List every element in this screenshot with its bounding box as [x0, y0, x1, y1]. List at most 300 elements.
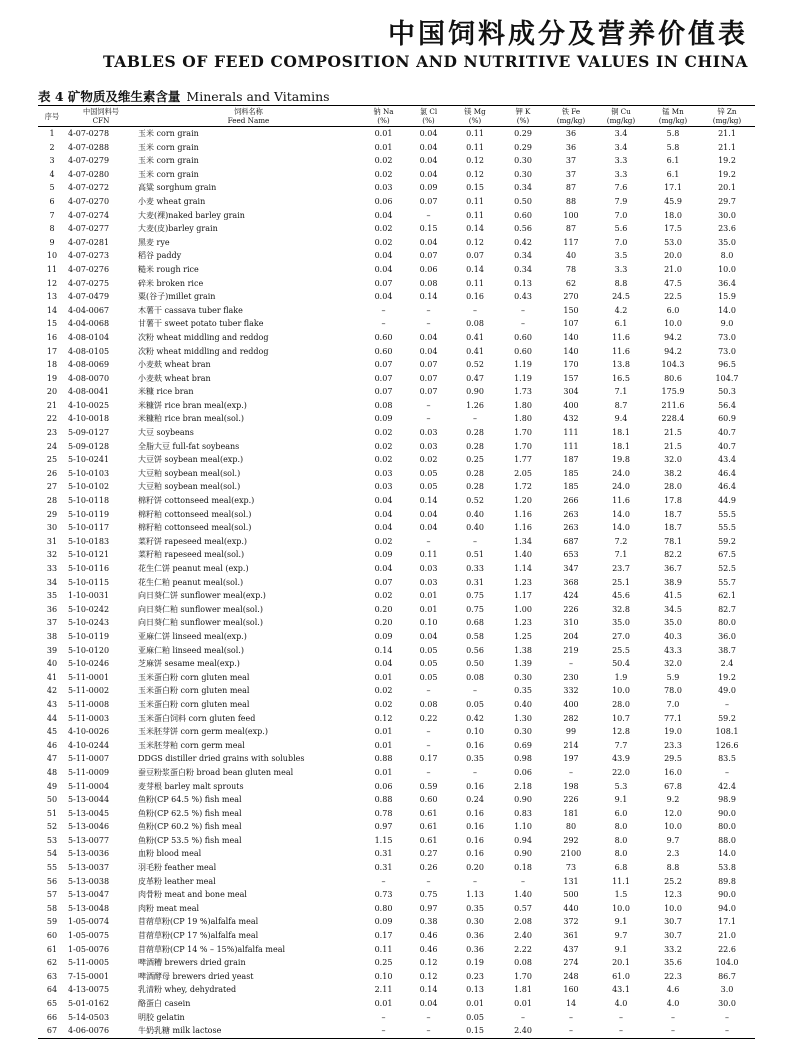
na-value: 0.11: [374, 944, 393, 954]
feed-name: 碎米 broken rice: [138, 278, 204, 288]
cu-value: 3.4: [614, 142, 628, 152]
cl-value: 0.07: [419, 360, 438, 370]
fe-value: 107: [563, 319, 579, 329]
zn-value: 36.4: [718, 278, 736, 288]
mg-value: 0.40: [466, 509, 484, 519]
k-value: 0.34: [514, 264, 532, 274]
zn-value: 29.7: [718, 196, 736, 206]
cl-value: –: [426, 727, 431, 737]
cfn-code: 5-10-0119: [68, 509, 110, 519]
fe-value: 87: [565, 224, 577, 234]
column-header-en: CFN: [92, 116, 110, 125]
mg-value: –: [473, 767, 477, 777]
column-header-en: (mg/kg): [606, 116, 636, 125]
zn-value: 86.7: [718, 971, 736, 981]
feed-name: 米糠 rice bran: [138, 387, 194, 397]
na-value: 0.80: [374, 903, 393, 913]
page-title-cn: 中国饲料成分及营养价值表: [388, 19, 748, 50]
cu-value: 20.1: [612, 958, 630, 968]
mg-value: 0.28: [466, 428, 484, 438]
cl-value: 0.04: [419, 129, 438, 138]
na-value: 0.02: [374, 224, 393, 234]
k-value: 1.23: [514, 577, 532, 587]
cl-value: 0.04: [419, 509, 438, 519]
cfn-code: 4-07-0275: [68, 278, 110, 288]
column-header: [361, 106, 406, 127]
mg-value: 0.40: [466, 523, 484, 533]
cl-value: 0.17: [419, 754, 438, 764]
fe-value: 160: [563, 985, 579, 995]
fe-value: 131: [563, 876, 579, 886]
mn-value: 32.0: [664, 659, 682, 669]
fe-value: 185: [563, 482, 579, 492]
mg-value: –: [473, 414, 477, 424]
fe-value: 157: [563, 373, 579, 383]
table-row: [38, 412, 755, 426]
feed-name: 玉米胚芽饼 corn germ meal(exp.): [138, 727, 268, 737]
k-value: 0.83: [514, 808, 532, 818]
na-value: 0.04: [374, 210, 393, 220]
cu-value: 5.6: [614, 224, 628, 234]
fe-value: 140: [563, 346, 579, 356]
column-header-en: (%): [516, 116, 530, 125]
table-row: [38, 671, 755, 685]
row-number: 51: [46, 808, 58, 818]
row-number: 20: [46, 387, 58, 397]
k-value: 0.94: [514, 835, 532, 845]
na-value: 0.09: [374, 414, 393, 424]
mn-value: 30.7: [664, 917, 682, 927]
na-value: 0.31: [374, 863, 393, 873]
na-value: 0.03: [374, 183, 393, 193]
mg-value: –: [473, 305, 477, 315]
cl-value: –: [426, 1012, 431, 1022]
na-value: 0.07: [374, 387, 393, 397]
table-row: [38, 494, 755, 508]
feed-name: 米糠饼 rice bran meal(exp.): [138, 400, 247, 410]
k-value: 1.34: [514, 536, 532, 546]
feed-name: 玉米蛋白粉 corn gluten meal: [138, 699, 250, 709]
cu-value: 7.0: [614, 210, 628, 220]
fe-value: 440: [563, 903, 579, 913]
cl-value: 0.14: [419, 292, 438, 302]
table-row: [38, 154, 755, 168]
mg-value: 1.26: [466, 400, 484, 410]
cu-value: 7.6: [614, 183, 628, 193]
mn-value: 18.7: [664, 509, 682, 519]
cfn-code: 4-07-0272: [68, 183, 110, 193]
table-row: [38, 725, 755, 739]
cl-value: 0.61: [419, 808, 438, 818]
cfn-code: 5-10-0118: [68, 496, 110, 506]
cu-value: 14.0: [612, 523, 630, 533]
cu-value: 3.3: [614, 169, 628, 179]
table-row: [38, 834, 755, 848]
feed-name: 菜籽饼 rapeseed meal(exp.): [138, 536, 248, 546]
na-value: 0.02: [374, 441, 393, 451]
k-value: 1.73: [514, 387, 532, 397]
column-header: [406, 106, 451, 127]
na-value: 0.02: [374, 237, 393, 247]
cu-value: 8.0: [614, 822, 628, 832]
fe-value: –: [569, 1012, 573, 1022]
column-header: [499, 106, 547, 127]
cl-value: 0.15: [419, 224, 438, 234]
column-header: [647, 106, 699, 127]
zn-value: 15.9: [718, 292, 736, 302]
cu-value: 1.5: [614, 890, 628, 900]
feed-name: 啤酒糟 brewers dried grain: [138, 958, 246, 968]
zn-value: 42.4: [718, 781, 736, 791]
mn-value: 34.5: [664, 604, 682, 614]
cu-value: 9.4: [614, 414, 628, 424]
cl-value: –: [426, 686, 431, 696]
k-value: 1.70: [514, 971, 532, 981]
mg-value: 0.05: [466, 699, 484, 709]
mn-value: 10.0: [664, 319, 682, 329]
feed-name: 玉米胚芽粕 corn germ meal: [138, 740, 245, 750]
fe-value: 274: [563, 958, 579, 968]
row-number: 64: [46, 985, 58, 995]
table-row: [38, 684, 755, 698]
mn-value: 7.0: [666, 699, 680, 709]
cu-value: 6.8: [614, 863, 628, 873]
mg-value: 0.10: [466, 727, 484, 737]
zn-value: 73.0: [718, 346, 736, 356]
fe-value: 226: [563, 795, 579, 805]
mg-value: 0.56: [466, 645, 484, 655]
cfn-code: 5-13-0046: [68, 822, 110, 832]
cfn-code: 5-10-0116: [68, 564, 110, 573]
na-value: 0.04: [374, 251, 393, 261]
feed-name: 牛奶乳糖 milk lactose: [136, 1024, 361, 1038]
k-value: 1.70: [514, 428, 532, 438]
mg-value: 0.15: [466, 183, 484, 193]
mn-value: 104.3: [661, 360, 685, 370]
table-row: [38, 236, 755, 250]
feed-name: 鱼粉(CP 53.5 %) fish meal: [138, 835, 242, 845]
mn-value: 5.9: [666, 672, 680, 682]
table-row: [38, 372, 755, 386]
cl-value: 0.05: [419, 468, 438, 478]
cfn-code: 5-13-0045: [68, 808, 110, 818]
cfn-code: 4-10-0018: [68, 414, 110, 424]
mg-value: 0.05: [466, 1012, 484, 1022]
zn-value: 40.7: [718, 428, 736, 438]
cl-value: –: [426, 319, 431, 329]
na-value: 0.01: [374, 999, 393, 1008]
zn-value: 55.7: [718, 577, 736, 587]
row-number: 53: [46, 835, 58, 845]
cl-value: –: [426, 210, 431, 220]
na-value: 0.07: [374, 373, 393, 383]
feed-composition-table: [38, 105, 755, 1039]
cl-value: 0.60: [419, 795, 438, 805]
column-header-en: (%): [422, 116, 435, 125]
cfn-code: 4-07-0276: [68, 264, 110, 274]
k-value: 0.90: [514, 849, 532, 859]
feed-name: 大麦(裸)naked barley grain: [138, 210, 245, 220]
row-number: 61: [46, 944, 58, 954]
fe-value: 62: [565, 278, 577, 288]
na-value: 0.60: [374, 332, 393, 342]
mn-value: 30.7: [664, 931, 682, 941]
row-number: 9: [49, 237, 55, 247]
k-value: 0.50: [514, 196, 532, 206]
cu-value: 1.9: [614, 672, 628, 682]
cu-value: 18.1: [612, 441, 630, 451]
table-row: [38, 535, 755, 549]
na-value: 0.04: [374, 509, 393, 519]
na-value: 0.04: [374, 523, 393, 533]
zn-value: 104.0: [715, 958, 739, 968]
na-value: –: [361, 1024, 406, 1038]
mn-value: 17.1: [664, 183, 682, 193]
cfn-code: 4-08-0041: [68, 387, 110, 397]
mn-value: 36.7: [664, 564, 682, 573]
feed-name: 蚕豆粉浆蛋白粉 broad bean gluten meal: [138, 767, 294, 777]
table-row: [38, 440, 755, 454]
feed-name: 苜蓿草粉(CP 19 %)alfalfa meal: [138, 917, 259, 927]
table-row: [38, 943, 755, 957]
zn-value: 40.7: [718, 441, 736, 451]
cfn-code: 5-10-0120: [68, 645, 110, 655]
zn-value: 53.8: [718, 863, 736, 873]
fe-value: 99: [565, 727, 577, 737]
k-value: 0.60: [514, 210, 532, 220]
k-value: 2.05: [514, 468, 532, 478]
mn-value: –: [647, 1024, 699, 1038]
feed-name: 羽毛粉 feather meal: [138, 863, 217, 873]
table-row: [38, 1011, 755, 1025]
mg-value: 0.12: [466, 169, 484, 179]
zn-value: 59.2: [718, 536, 736, 546]
fe-value: 292: [563, 835, 579, 845]
mn-value: 10.0: [664, 822, 682, 832]
table-caption-label: 表 4 矿物质及维生素含量: [38, 89, 181, 104]
feed-name: DDGS distiller dried grains with solubles: [138, 754, 305, 764]
feed-name: 肉粉 meat meal: [138, 903, 200, 913]
cfn-code: 4-07-0270: [68, 196, 110, 206]
table-row: [38, 480, 755, 494]
cl-value: 0.04: [419, 169, 438, 179]
cfn-code: 5-11-0007: [68, 754, 110, 764]
row-number: 21: [46, 400, 58, 410]
fe-value: 263: [563, 523, 579, 533]
fe-value: 185: [563, 468, 579, 478]
feed-name: 酪蛋白 casein: [138, 999, 191, 1008]
mg-value: 0.41: [466, 346, 484, 356]
feed-name: 玉米 corn grain: [138, 129, 199, 138]
cl-value: –: [426, 876, 431, 886]
row-number: 13: [46, 292, 58, 302]
feed-name: 棉籽粕 cottonseed meal(sol.): [138, 523, 252, 533]
row-number: 65: [46, 999, 58, 1008]
feed-name: 棉籽饼 cottonseed meal(exp.): [138, 496, 255, 506]
feed-name: 玉米 corn grain: [138, 142, 199, 152]
cfn-code: 4-07-0281: [68, 237, 110, 247]
row-number: 15: [46, 319, 58, 329]
cl-value: 0.12: [419, 971, 438, 981]
k-value: 0.01: [514, 999, 532, 1008]
cfn-code: 5-10-0119: [68, 631, 110, 641]
cl-value: –: [426, 400, 431, 410]
cu-value: 12.8: [612, 727, 630, 737]
feed-name: 鱼粉(CP 60.2 %) fish meal: [138, 822, 242, 832]
feed-name: 米糠粕 rice bran meal(sol.): [138, 414, 245, 424]
zn-value: 96.5: [718, 360, 736, 370]
mg-value: 0.16: [466, 849, 484, 859]
cu-value: 4.2: [614, 305, 628, 315]
k-value: 2.08: [514, 917, 532, 927]
mg-value: 0.51: [466, 550, 484, 560]
k-value: 0.90: [514, 795, 532, 805]
zn-value: 94.0: [718, 903, 736, 913]
cl-value: 0.04: [419, 332, 438, 342]
fe-value: –: [569, 659, 573, 669]
mn-value: 33.2: [664, 944, 682, 954]
fe-value: 687: [563, 536, 579, 546]
k-value: 1.16: [514, 523, 532, 533]
cl-value: –: [426, 767, 431, 777]
cfn-code: 4-07-0280: [68, 169, 110, 179]
k-value: –: [521, 319, 525, 329]
cfn-code: 5-10-0183: [68, 536, 110, 546]
table-row: [38, 209, 755, 223]
feed-name: 啤酒酵母 brewers dried yeast: [138, 971, 254, 981]
na-value: 0.02: [374, 591, 393, 601]
row-number: 23: [46, 428, 58, 438]
table-row: [38, 780, 755, 794]
k-value: 0.13: [514, 278, 532, 288]
mg-value: 0.11: [466, 196, 484, 206]
na-value: 0.12: [374, 713, 393, 723]
fe-value: 214: [563, 740, 579, 750]
cl-value: 0.03: [419, 428, 438, 438]
mg-value: 0.28: [466, 468, 484, 478]
row-number: 31: [46, 536, 58, 546]
k-value: 0.40: [514, 699, 532, 709]
cfn-code: 5-11-0008: [68, 699, 110, 709]
table-row: [38, 277, 755, 291]
mg-value: 0.07: [466, 251, 484, 261]
fe-value: 500: [563, 890, 579, 900]
row-number: 41: [46, 672, 58, 682]
cl-value: 0.04: [419, 142, 438, 152]
zn-value: –: [699, 1024, 755, 1038]
mg-value: 0.12: [466, 237, 484, 247]
zn-value: 60.9: [718, 414, 736, 424]
column-header: [699, 106, 755, 127]
cfn-code: 4-07-0274: [68, 210, 110, 220]
zn-value: –: [725, 767, 729, 777]
row-number: 54: [46, 849, 58, 859]
table-row: [38, 508, 755, 522]
zn-value: –: [725, 699, 729, 709]
k-value: 1.80: [514, 414, 532, 424]
k-value: 1.40: [514, 550, 532, 560]
cl-value: 0.03: [419, 441, 438, 451]
row-number: 56: [46, 876, 58, 886]
cfn-code: 4-04-0068: [68, 319, 110, 329]
cfn-code: 5-11-0001: [68, 672, 110, 682]
mn-value: 80.6: [664, 373, 682, 383]
mg-value: 0.08: [466, 672, 484, 682]
table-body: [38, 127, 755, 1039]
fe-value: 2100: [560, 849, 582, 859]
mn-value: 6.1: [666, 169, 680, 179]
k-value: 1.16: [514, 509, 532, 519]
mg-value: –: [473, 686, 477, 696]
mg-value: 0.28: [466, 441, 484, 451]
na-value: 0.03: [374, 468, 393, 478]
fe-value: 226: [563, 604, 579, 614]
zn-value: 22.6: [718, 944, 736, 954]
mn-value: 2.3: [666, 849, 680, 859]
mg-value: 0.14: [466, 224, 484, 234]
mg-value: 0.36: [466, 931, 484, 941]
column-header: [136, 106, 361, 127]
mn-value: 211.6: [661, 400, 685, 410]
zn-value: 55.5: [718, 509, 736, 519]
cfn-code: 4-07-0277: [68, 224, 110, 234]
feed-name: 亚麻仁粕 linseed meal(sol.): [138, 645, 244, 655]
mn-value: 8.8: [666, 863, 680, 873]
cu-value: 6.0: [614, 808, 628, 818]
na-value: –: [381, 305, 386, 315]
mg-value: 0.16: [466, 835, 484, 845]
mg-value: 0.11: [466, 129, 484, 138]
cl-value: 0.06: [419, 264, 438, 274]
cu-value: 25.5: [612, 645, 630, 655]
k-value: 0.30: [514, 169, 532, 179]
zn-value: 104.7: [715, 373, 739, 383]
row-number: 19: [46, 373, 58, 383]
mn-value: 94.2: [664, 346, 682, 356]
feed-name: 血粉 blood meal: [138, 849, 202, 859]
mn-value: 17.8: [664, 496, 682, 506]
row-number: 7: [49, 210, 55, 220]
cu-value: 50.4: [612, 659, 630, 669]
feed-name: 小麦 wheat grain: [138, 196, 206, 206]
fe-value: 332: [563, 686, 579, 696]
row-number: 16: [46, 332, 58, 342]
fe-value: 424: [563, 591, 579, 601]
column-header-cn: 钠 Na: [373, 107, 394, 116]
cu-value: 8.7: [614, 400, 628, 410]
cfn-code: 1-05-0076: [68, 944, 110, 954]
mn-value: 28.0: [664, 482, 682, 492]
table-row: [38, 603, 755, 617]
mg-value: 0.58: [466, 631, 484, 641]
zn-value: 80.0: [718, 618, 736, 628]
row-number: 34: [46, 577, 58, 587]
feed-name: 大豆 soybeans: [138, 428, 194, 438]
feed-name: 玉米蛋白粉 corn gluten meal: [138, 686, 250, 696]
cu-value: 10.0: [612, 903, 630, 913]
cfn-code: 4-10-0026: [68, 727, 110, 737]
mg-value: 0.11: [466, 142, 484, 152]
feed-name: 糙米 rough rice: [138, 264, 199, 274]
feed-name: 鱼粉(CP 64.5 %) fish meal: [138, 795, 242, 805]
table-row: [38, 970, 755, 984]
row-number: 47: [46, 754, 58, 764]
column-header-en: (mg/kg): [658, 116, 688, 125]
row-number: 2: [49, 142, 55, 152]
mg-value: 0.24: [466, 795, 484, 805]
cu-value: 14.0: [612, 509, 630, 519]
k-value: 0.57: [514, 903, 532, 913]
